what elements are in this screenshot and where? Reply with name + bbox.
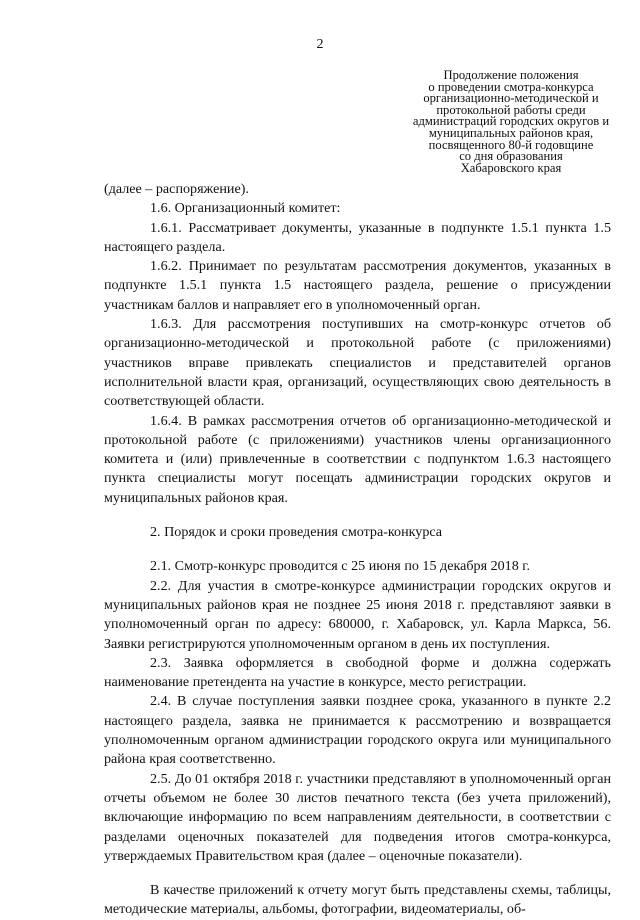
header-note-line: муниципальных районов края, [428, 125, 594, 140]
paragraph-continuation: (далее – распоряжение). [104, 181, 249, 197]
section-2-heading: 2. Порядок и сроки проведения смотра-конкурса [150, 524, 443, 541]
document-body [104, 180, 611, 920]
paragraph-1-6-3: 1.6.3. Для рассмотрения поступивших на смотр-конкурс отчетов об организационно-методической и протокольной работе (с приложениями) участников вправе привлекать специалистов и представителей органов исполнительной власти края, организаций, осуществляющих свою деятельность в соответствующей области. [104, 316, 611, 410]
header-note [398, 70, 624, 174]
section-gap [104, 866, 611, 881]
header-note-line: Хабаровского края [460, 160, 562, 175]
paragraph-2-1: 2.1. Смотр-конкурс проводится с 25 июня по 15 декабря 2018 г. [150, 558, 531, 575]
header-note-line: протокольной работы среди [436, 102, 586, 117]
paragraph-1-6-2: 1.6.2. Принимает по результатам рассмотрения документов, указанных в подпункте 1.5.1 пункта 1.5 настоящего раздела, решение о присуждении участникам баллов и направляет его в уполномоченный орган. [104, 258, 611, 313]
section-gap [104, 542, 611, 557]
header-note-line: посвященного 80-й годовщине [428, 137, 594, 152]
paragraph-2-4: 2.4. В случае поступления заявки позднее срока, указанного в пункте 2.2 настоящего раздела, заявка не принимается к рассмотрению и возвращается уполномоченным органом администрации городского округа или муниципального района края соответственно. [104, 693, 611, 768]
paragraph-1-6-4: 1.6.4. В рамках рассмотрения отчетов об организационно-методической и протокольной работе (с приложениями) участников члены организационного комитета и (или) привлеченные в соответствии с подпунктом 1.6.3 настоящего пункта специалисты могут посещать администрации городских округов и муниципальных районов края. [104, 412, 611, 506]
section-gap [104, 508, 611, 523]
header-note-line: о проведении смотра-конкурса [428, 79, 594, 94]
header-note-line: администраций городских округов и [412, 114, 610, 129]
paragraph-2-2: 2.2. Для участия в смотре-конкурсе администрации городских округов и муниципальных районов края не позднее 25 июня 2018 г. представляют заявки в уполномоченный орган по адресу: 680000, г. Хабаровск, ул. Карла Маркса, 56. Заявки регистрируются уполномоченным органом в день их поступления. [104, 577, 611, 652]
paragraph-2-3: 2.3. Заявка оформляется в свободной форме и должна содержать наименование претендента на участие в конкурсе, место регистрации. [104, 654, 611, 691]
header-note-line: со дня образования [459, 149, 563, 164]
paragraph-1-6: 1.6. Организационный комитет: [150, 200, 341, 217]
header-note-line: организационно-методической и [423, 91, 599, 106]
paragraph-1-6-1: 1.6.1. Рассматривает документы, указанные в подпункте 1.5.1 пункта 1.5 настоящего раздела. [104, 219, 611, 255]
header-note-line: Продолжение положения [443, 68, 579, 82]
paragraph-attachments: В качестве приложений к отчету могут быть представлены схемы, таблицы, методические материалы, альбомы, фотографии, видеоматериалы, об- [104, 882, 611, 918]
paragraph-2-5: 2.5. До 01 октября 2018 г. участники представляют в уполномоченный орган отчеты объемом не более 30 листов печатного текста (без учета приложений), включающие информацию по всем направлениям деятельности, в соответствии с разделами оценочных показателей для подведения итогов смотра-конкурса, утверждаемых Правительством края (далее – оценочные показатели). [104, 770, 611, 864]
page-number: 2 [316, 37, 324, 52]
